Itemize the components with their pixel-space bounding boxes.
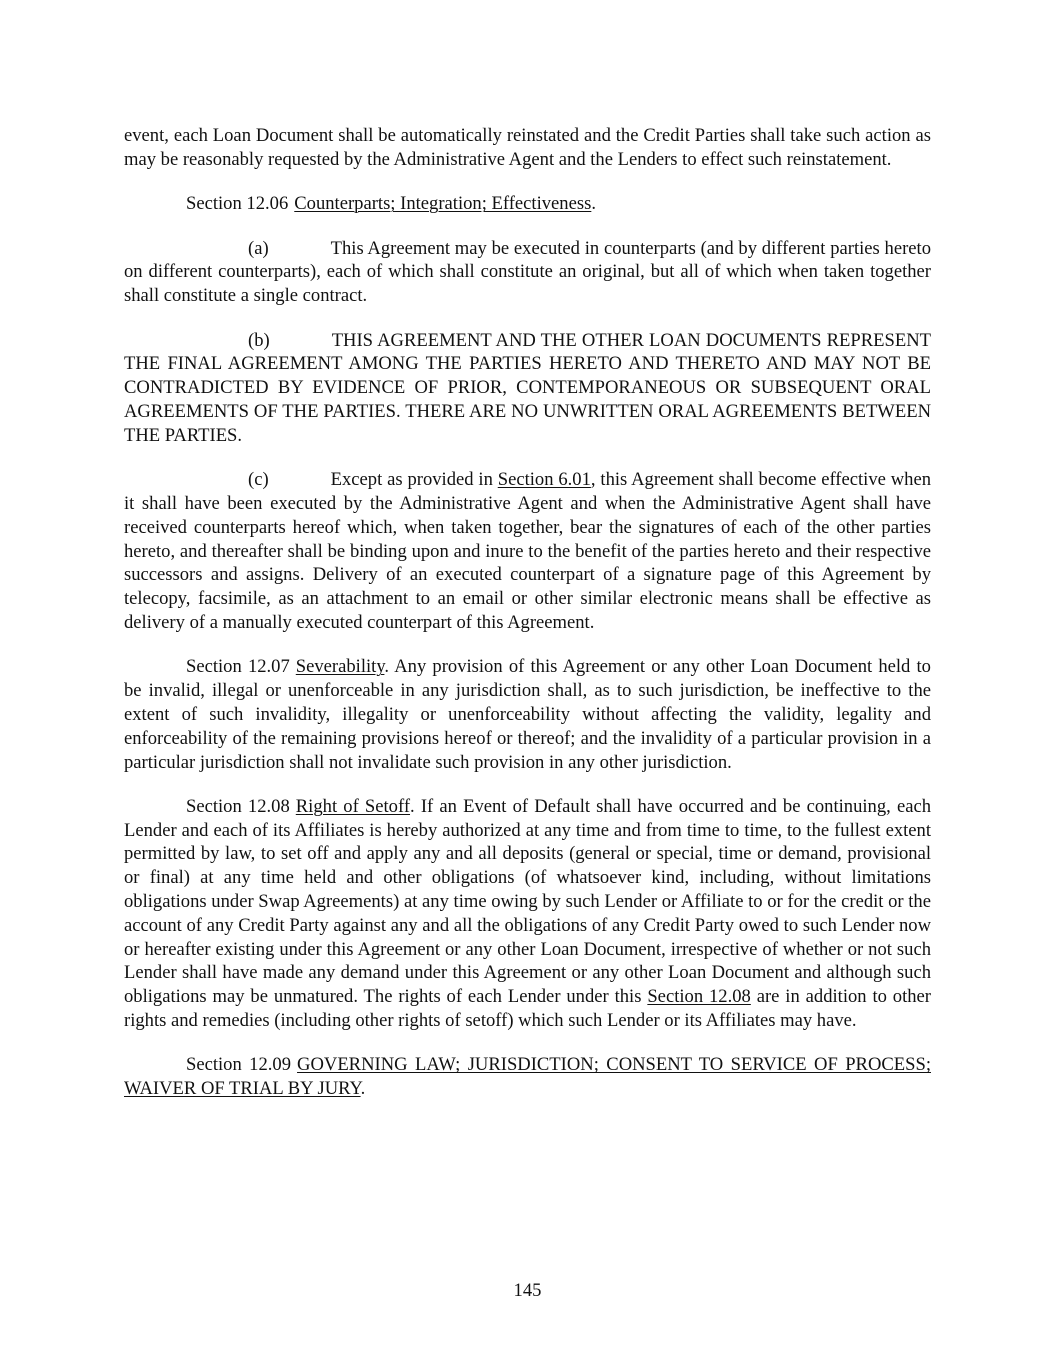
section-title: GOVERNING LAW; JURISDICTION; CONSENT TO SERVICE OF PROCESS; WAIVER OF TRIAL BY JURY — [124, 1054, 931, 1100]
clause-text-post: , this Agreement shall become effective when it shall have been executed by the Administrative Agent and when the Administrative Agent shall have received counterparts hereof which, when taken together, bear the signatures of each of the other parties hereto, and thereafter shall be binding upon and inure to the benefit of the parties hereto and their respective successors and assigns. Delivery of an executed counterpart of a signature page of this Agreement by telecopy, facsimile, as an attachment to an email or other similar electronic means shall be effective as delivery of a manually executed counterpart of this Agreement. — [124, 469, 932, 633]
section-number: Section 12.09 — [186, 1054, 292, 1076]
section-12-07 — [124, 655, 931, 774]
section-title: Right of Setoff — [295, 795, 411, 817]
section-text: . If an Event of Default shall have occurred and be continuing, each Lender and each of its Affiliates is hereby authorized at any time and from time to time, to the fullest extent permitted by law, to set off and apply any and all deposits (general or special, time or demand, provisional or final) at any time held and other obligations (of whatsoever kind, including, without limitations obligations under Swap Agreements) at any time owing by such Lender or Affiliate to or for the credit or the account of any Credit Party against any and all the obligations of any Credit Party owed to such Lender now or hereafter existing under this Agreement or any other Loan Document, irrespective of whether or not such Lender shall have made any demand under this Agreement or any other Loan Document and although such obligations may be unmatured. The rights of each Lender under this — [124, 795, 932, 1008]
section-title: Counterparts; Integration; Effectiveness — [294, 193, 592, 215]
section-title: Severability — [295, 656, 385, 678]
section-text: . Any provision of this Agreement or any other Loan Document held to be invalid, illegal or unenforceable in any jurisdiction shall, as to such jurisdiction, be ineffective to the extent of such invalidity, illegality or unenforceability without affecting the validity, legality and enforceability of the remaining provisions hereof or thereof; and the invalidity of a particular provision in a particular jurisdiction shall not invalidate such provision in any other jurisdiction. — [124, 656, 931, 773]
page-number: 145 — [513, 1280, 542, 1301]
section-number: Section 12.08 — [186, 795, 290, 817]
clause-label: (a) — [248, 237, 269, 259]
section-number: Section 12.07 — [186, 656, 290, 678]
document-page — [124, 124, 931, 1122]
section-12-09-heading — [124, 1053, 931, 1101]
paragraph-reinstatement: event, each Loan Document shall be automatically reinstated and the Credit Parties shall take such action as may be reasonably requested by the Administrative Agent and the Lenders to effect such reinstatement. — [124, 125, 931, 170]
clause-12-06-b — [124, 329, 931, 448]
section-number: Section 12.06 — [186, 193, 289, 215]
heading-period: . — [360, 1078, 366, 1100]
section-12-06-heading — [124, 192, 931, 216]
heading-period: . — [591, 193, 596, 215]
clause-text: This Agreement may be executed in counterparts (and by different parties hereto on different counterparts), each of which shall constitute an original, but all of which when taken together shall constitute a single contract. — [124, 237, 931, 307]
clause-12-06-c — [124, 468, 931, 635]
section-12-08 — [124, 795, 931, 1033]
clause-text: THIS AGREEMENT AND THE OTHER LOAN DOCUMENTS REPRESENT THE FINAL AGREEMENT AMONG THE PARTIES HERETO AND THERETO AND MAY NOT BE CONTRADICTED BY EVIDENCE OF PRIOR, CONTEMPORANEOUS OR SUBSEQUENT ORAL AGREEMENTS OF THE PARTIES. THERE ARE NO UNWRITTEN ORAL AGREEMENTS BETWEEN THE PARTIES. — [124, 329, 931, 446]
cross-reference-link: Section 6.01 — [497, 469, 591, 491]
clause-text-pre: Except as provided in — [330, 469, 498, 491]
clause-label: (b) — [248, 329, 270, 351]
clause-label: (c) — [248, 469, 269, 491]
cross-reference-link: Section 12.08 — [647, 986, 751, 1008]
clause-12-06-a — [124, 237, 931, 308]
section-text-post: are in addition to other rights and remedies (including other rights of setoff) which such Lender or its Affiliates may have. — [124, 986, 932, 1032]
